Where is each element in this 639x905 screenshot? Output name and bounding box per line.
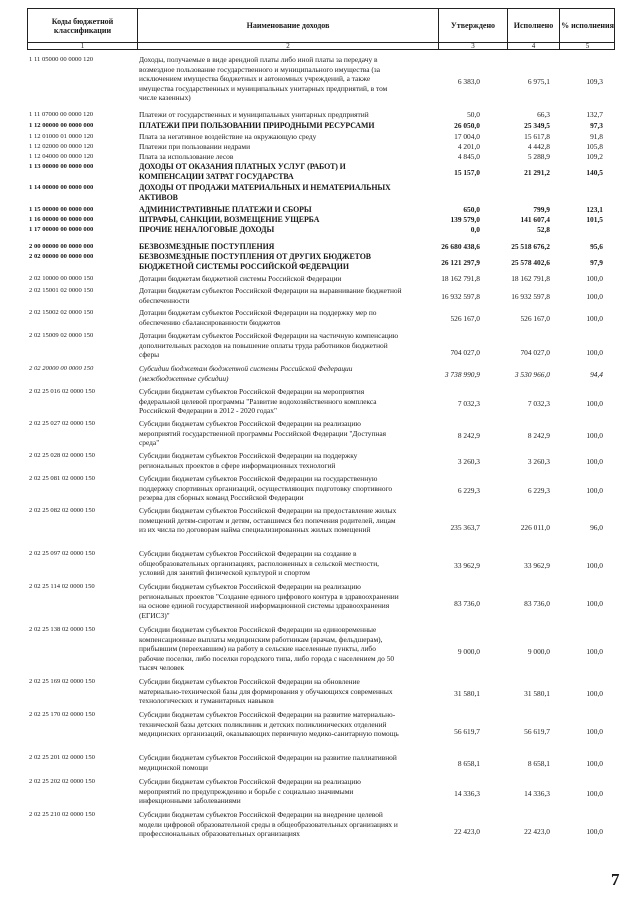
- row-code: 2 02 15009 02 0000 150: [29, 332, 94, 339]
- row-percent: 100,0: [586, 457, 603, 466]
- table-row: [0, 55, 639, 105]
- row-approved: 14 336,3: [454, 789, 480, 798]
- row-executed: 8 242,9: [527, 431, 550, 440]
- table-row: [0, 183, 639, 203]
- row-name: Дотации бюджетам бюджетной системы Российской Федерации: [139, 274, 342, 283]
- row-executed: 6 975,1: [527, 77, 550, 86]
- row-percent: 97,9: [590, 258, 603, 267]
- table-row: [0, 474, 639, 503]
- row-name: АДМИНИСТРАТИВНЫЕ ПЛАТЕЖИ И СБОРЫ: [139, 205, 312, 214]
- row-approved: 7 032,3: [457, 399, 480, 408]
- table-row: [0, 625, 639, 673]
- row-percent: 100,0: [586, 647, 603, 656]
- row-name: ДОХОДЫ ОТ ОКАЗАНИЯ ПЛАТНЫХ УСЛУГ (РАБОТ) И КОМПЕНСАЦИИ ЗАТРАТ ГОСУДАРСТВА: [139, 162, 346, 181]
- row-approved: 8 658,1: [457, 759, 480, 768]
- row-code: 2 02 25 210 02 0000 150: [29, 811, 95, 818]
- row-percent: 91,8: [590, 132, 603, 141]
- table-row: [0, 810, 639, 842]
- row-executed: 799,9: [533, 205, 550, 214]
- table-row: [0, 274, 639, 284]
- table-row: [0, 152, 639, 162]
- row-executed: 52,8: [537, 225, 550, 234]
- table-row: [0, 225, 639, 235]
- row-code: 2 02 25 028 02 0000 150: [29, 452, 95, 459]
- row-executed: 3 260,3: [527, 457, 550, 466]
- row-approved: 17 004,0: [454, 132, 480, 141]
- row-approved: 16 932 597,8: [441, 292, 480, 301]
- table-row: [0, 364, 639, 384]
- row-executed: 226 011,0: [520, 523, 550, 532]
- row-code: 2 02 25 201 02 0000 150: [29, 754, 95, 761]
- table-row: [0, 215, 639, 225]
- row-code: 1 11 07000 00 0000 120: [29, 111, 94, 118]
- row-percent: 100,0: [586, 727, 603, 736]
- row-executed: 15 617,8: [524, 132, 550, 141]
- row-executed: 83 736,0: [524, 599, 550, 608]
- row-executed: 6 229,3: [527, 486, 550, 495]
- row-executed: 56 619,7: [524, 727, 550, 736]
- row-percent: 100,0: [586, 348, 603, 357]
- header-name: Наименование доходов: [246, 21, 330, 30]
- row-name: БЕЗВОЗМЕЗДНЫЕ ПОСТУПЛЕНИЯ ОТ ДРУГИХ БЮДЖЕТОВ БЮДЖЕТНОЙ СИСТЕМЫ РОССИЙСКОЙ ФЕДЕРАЦИИ: [139, 252, 371, 271]
- table-row: [0, 205, 639, 215]
- row-executed: 526 167,0: [520, 314, 550, 323]
- row-percent: 100,0: [586, 689, 603, 698]
- table-row: [0, 451, 639, 471]
- row-executed: 14 336,3: [524, 789, 550, 798]
- table-header: [27, 8, 615, 50]
- row-code: 2 02 25 082 02 0000 150: [29, 507, 95, 514]
- row-approved: 526 167,0: [450, 314, 480, 323]
- row-code: 2 02 25 114 02 0000 150: [29, 583, 95, 590]
- table-row: [0, 110, 639, 120]
- row-percent: 96,0: [590, 523, 603, 532]
- table-row: [0, 753, 639, 773]
- row-code: 1 12 02000 00 0000 120: [29, 143, 94, 150]
- row-name: ПЛАТЕЖИ ПРИ ПОЛЬЗОВАНИИ ПРИРОДНЫМИ РЕСУРСАМИ: [139, 121, 375, 130]
- row-executed: 66,3: [537, 110, 550, 119]
- row-name: Платежи при пользовании недрами: [139, 142, 251, 151]
- table-row: [0, 252, 639, 272]
- row-executed: 21 291,2: [524, 168, 550, 177]
- row-approved: 50,0: [467, 110, 480, 119]
- row-percent: 100,0: [586, 314, 603, 323]
- row-name: Субсидии бюджетам субъектов Российской Федерации на развитие материально-технической базы детских поликлиник и детских поликлинических отделений медицинских организаций, оказывающих первичную медико-санитарную помощь: [139, 710, 399, 739]
- table-row: [0, 549, 639, 578]
- row-approved: 83 736,0: [454, 599, 480, 608]
- row-name: ШТРАФЫ, САНКЦИИ, ВОЗМЕЩЕНИЕ УЩЕРБА: [139, 215, 320, 224]
- row-percent: 100,0: [586, 274, 603, 283]
- row-name: Плата за негативное воздействие на окружающую среду: [139, 132, 317, 141]
- row-percent: 100,0: [586, 789, 603, 798]
- row-approved: 56 619,7: [454, 727, 480, 736]
- table-row: [0, 142, 639, 152]
- row-code: 2 02 15001 02 0000 150: [29, 287, 94, 294]
- row-approved: 4 845,0: [457, 152, 480, 161]
- row-code: 2 02 25 170 02 0000 150: [29, 711, 95, 718]
- row-name: Субсидии бюджетам субъектов Российской Федерации на создание в общеобразовательных организациях, расположенных в сельской местности, условий для занятий физической культурой и спортом: [139, 549, 380, 578]
- row-executed: 18 162 791,8: [511, 274, 550, 283]
- row-code: 1 11 05000 00 0000 120: [29, 56, 94, 63]
- row-name: Дотации бюджетам субъектов Российской Федерации на частичную компенсацию дополнительных расходов на повышение оплаты труда работников бюджетной сферы: [139, 331, 399, 360]
- row-percent: 100,0: [586, 827, 603, 836]
- row-percent: 95,6: [590, 242, 603, 251]
- row-code: 2 02 25 081 02 0000 150: [29, 475, 95, 482]
- row-approved: 4 201,0: [457, 142, 480, 151]
- table-row: [0, 582, 639, 621]
- row-name: Субсидии бюджетам субъектов Российской Федерации на обновление материально-технической базы для формирования у обучающихся современных технологических и гуманитарных навыков: [139, 677, 393, 706]
- row-approved: 31 580,1: [454, 689, 480, 698]
- row-code: 1 12 00000 00 0000 000: [29, 122, 94, 129]
- row-name: ПРОЧИЕ НЕНАЛОГОВЫЕ ДОХОДЫ: [139, 225, 275, 234]
- row-percent: 101,5: [586, 215, 603, 224]
- row-code: 1 15 00000 00 0000 000: [29, 206, 94, 213]
- row-code: 1 16 00000 00 0000 000: [29, 216, 94, 223]
- table-row: [0, 308, 639, 328]
- row-approved: 235 363,7: [450, 523, 480, 532]
- row-name: Субсидии бюджетам субъектов Российской Федерации на развитие паллиативной медицинской помощи: [139, 753, 397, 772]
- row-approved: 139 579,0: [450, 215, 480, 224]
- row-code: 1 17 00000 00 0000 000: [29, 226, 94, 233]
- row-name: Субсидии бюджетам субъектов Российской Федерации на поддержку региональных проектов в сфере информационных технологий: [139, 451, 358, 470]
- row-name: БЕЗВОЗМЕЗДНЫЕ ПОСТУПЛЕНИЯ: [139, 242, 275, 251]
- table-row: [0, 777, 639, 806]
- column-number: 5: [585, 42, 590, 50]
- row-name: Субсидии бюджетам субъектов Российской Федерации на реализацию региональных проектов "Создание единого цифрового контура в здравоохранении на основе единой государственной информационной системы здравоохранения (ЕГИСЗ)": [139, 582, 399, 620]
- row-percent: 105,8: [586, 142, 603, 151]
- header-approved: Утверждено: [450, 21, 496, 30]
- row-approved: 3 260,3: [457, 457, 480, 466]
- row-executed: 25 349,5: [524, 121, 550, 130]
- row-name: Субсидии бюджетам субъектов Российской Федерации на мероприятия федеральной целевой программы "Развитие водохозяйственного комплекса Российской Федерации в 2012 - 2020 годах": [139, 387, 377, 416]
- row-executed: 16 932 597,8: [511, 292, 550, 301]
- table-row: [0, 419, 639, 448]
- row-percent: 100,0: [586, 759, 603, 768]
- table-row: [0, 387, 639, 416]
- row-approved: 6 229,3: [457, 486, 480, 495]
- row-executed: 5 288,9: [527, 152, 550, 161]
- row-executed: 7 032,3: [527, 399, 550, 408]
- row-approved: 8 242,9: [457, 431, 480, 440]
- table-row: [0, 677, 639, 706]
- row-name: Субсидии бюджетам субъектов Российской Федерации на реализацию мероприятий государственной программы Российской Федерации "Доступная среда": [139, 419, 387, 448]
- row-approved: 26 680 438,6: [441, 242, 480, 251]
- row-code: 2 02 20000 00 0000 150: [29, 365, 94, 372]
- column-number: 3: [471, 42, 475, 50]
- row-approved: 650,0: [463, 205, 480, 214]
- row-approved: 704 027,0: [450, 348, 480, 357]
- row-executed: 25 518 676,2: [511, 242, 550, 251]
- row-percent: 97,3: [590, 121, 603, 130]
- row-percent: 100,0: [586, 292, 603, 301]
- row-code: 2 02 10000 00 0000 150: [29, 275, 94, 282]
- row-approved: 3 738 990,9: [444, 370, 480, 379]
- header-code: Коды бюджетной классификации: [51, 16, 114, 35]
- row-code: 1 12 04000 00 0000 120: [29, 153, 94, 160]
- row-executed: 9 000,0: [527, 647, 550, 656]
- row-executed: 3 530 966,0: [514, 370, 550, 379]
- page-number: 7: [611, 870, 620, 889]
- row-code: 2 02 25 016 02 0000 150: [29, 388, 95, 395]
- table-row: [0, 242, 639, 252]
- row-executed: 31 580,1: [524, 689, 550, 698]
- row-code: 2 00 00000 00 0000 000: [29, 243, 94, 250]
- table-row: [0, 506, 639, 545]
- row-name: Субсидии бюджетам субъектов Российской Федерации на внедрение целевой модели цифровой образовательной среды в общеобразовательных организациях и профессиональных образовательных организациях: [139, 810, 398, 839]
- row-approved: 26 121 297,9: [441, 258, 480, 267]
- row-percent: 132,7: [586, 110, 603, 119]
- row-percent: 109,3: [586, 77, 603, 86]
- header-executed: Исполнено: [513, 21, 554, 30]
- row-name: ДОХОДЫ ОТ ПРОДАЖИ МАТЕРИАЛЬНЫХ И НЕМАТЕРИАЛЬНЫХ АКТИВОВ: [139, 183, 391, 202]
- row-code: 2 02 25 027 02 0000 150: [29, 420, 95, 427]
- table-row: [0, 331, 639, 360]
- row-code: 2 02 25 169 02 0000 150: [29, 678, 95, 685]
- row-percent: 100,0: [586, 561, 603, 570]
- row-percent: 100,0: [586, 486, 603, 495]
- table-row: [0, 162, 639, 182]
- row-approved: 22 423,0: [454, 827, 480, 836]
- row-name: Субсидии бюджетам бюджетной системы Российской Федерации (межбюджетные субсидии): [139, 364, 353, 383]
- table-row: [0, 710, 639, 749]
- row-name: Субсидии бюджетам субъектов Российской Федерации на единовременные компенсационные выплаты медицинским работникам (врачам, фельдшерам), прибывшим (переехавшим) на работу в сельские населенные пункты, либо рабочие поселки, либо поселки городского типа, либо города с населением до 50 тысяч человек: [139, 625, 395, 673]
- row-name: Субсидии бюджетам субъектов Российской Федерации на реализацию мероприятий по предупреждению и борьбе с социально значимыми инфекционными заболеваниями: [139, 777, 361, 806]
- row-approved: 9 000,0: [457, 647, 480, 656]
- row-approved: 18 162 791,8: [441, 274, 480, 283]
- column-number: 2: [286, 42, 290, 50]
- row-percent: 100,0: [586, 399, 603, 408]
- row-approved: 33 962,9: [454, 561, 480, 570]
- row-code: 2 02 00000 00 0000 000: [29, 253, 94, 260]
- row-percent: 100,0: [586, 431, 603, 440]
- row-executed: 141 607,4: [520, 215, 550, 224]
- row-percent: 100,0: [586, 599, 603, 608]
- row-executed: 8 658,1: [527, 759, 550, 768]
- row-code: 1 14 00000 00 0000 000: [29, 184, 94, 191]
- row-name: Дотации бюджетам субъектов Российской Федерации на поддержку мер по обеспечению сбалансированности бюджетов: [139, 308, 377, 327]
- row-percent: 140,5: [586, 168, 603, 177]
- row-code: 1 12 01000 01 0000 120: [29, 133, 94, 140]
- table-row: [0, 132, 639, 142]
- row-percent: 94,4: [590, 370, 603, 379]
- table-row: [0, 286, 639, 306]
- row-code: 2 02 25 097 02 0000 150: [29, 550, 95, 557]
- row-executed: 25 578 402,6: [511, 258, 550, 267]
- column-number: 4: [531, 42, 536, 50]
- row-approved: 6 383,0: [457, 77, 480, 86]
- row-code: 2 02 25 138 02 0000 150: [29, 626, 95, 633]
- row-name: Доходы, получаемые в виде арендной платы либо иной платы за передачу в возмездное пользование государственного и муниципального имущества (за исключением имущества бюджетных и автономных учреждений, а также имущества государственных и муниципальных унитарных предприятий, в том числе казенных): [139, 55, 388, 103]
- row-percent: 123,1: [586, 205, 603, 214]
- row-name: Субсидии бюджетам субъектов Российской Федерации на предоставление жилых помещений детям-сиротам и детям, оставшимся без попечения родителей, лицам из их числа по договорам найма специализированных жилых помещений: [139, 506, 397, 535]
- row-executed: 4 442,8: [527, 142, 550, 151]
- column-number: 1: [80, 42, 85, 50]
- row-code: 1 13 00000 00 0000 000: [29, 163, 94, 170]
- row-code: 2 02 25 202 02 0000 150: [29, 778, 95, 785]
- row-name: Дотации бюджетам субъектов Российской Федерации на выравнивание бюджетной обеспеченности: [139, 286, 402, 305]
- row-executed: 33 962,9: [524, 561, 550, 570]
- row-approved: 15 157,0: [454, 168, 480, 177]
- row-executed: 22 423,0: [524, 827, 550, 836]
- row-approved: 26 050,0: [454, 121, 480, 130]
- row-code: 2 02 15002 02 0000 150: [29, 309, 94, 316]
- row-approved: 0,0: [470, 225, 480, 234]
- row-name: Субсидии бюджетам субъектов Российской Федерации на государственную поддержку спортивных организаций, осуществляющих подготовку спортивного резерва для сборных команд Российской Федерации: [139, 474, 393, 503]
- row-name: Платежи от государственных и муниципальных унитарных предприятий: [139, 110, 369, 119]
- row-percent: 109,2: [586, 152, 603, 161]
- row-executed: 704 027,0: [520, 348, 550, 357]
- table-row: [0, 121, 639, 131]
- header-percent: % исполнения: [561, 21, 614, 30]
- row-name: Плата за использование лесов: [139, 152, 234, 161]
